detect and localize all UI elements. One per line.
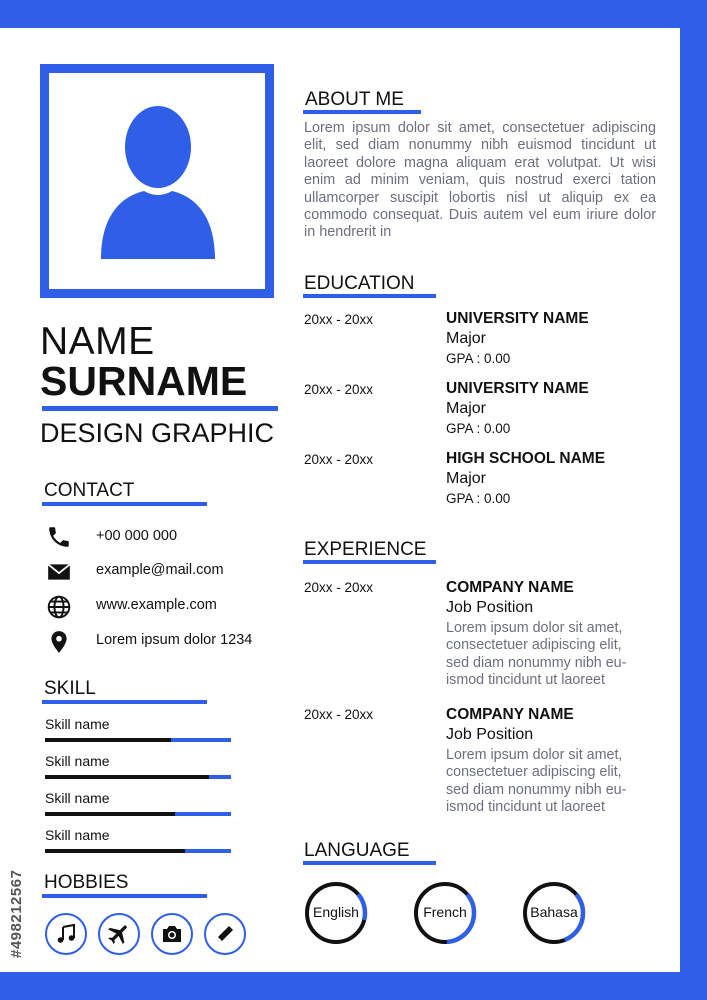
experience-company: COMPANY NAME (446, 706, 574, 723)
skill-heading: SKILL (44, 678, 96, 699)
mail-icon (46, 559, 72, 585)
education-major: Major (446, 400, 487, 417)
skill-level-fill (45, 849, 185, 853)
education-dates: 20xx - 20xx (304, 382, 374, 397)
contact-address: Lorem ipsum dolor 1234 (96, 632, 253, 648)
name-underline (42, 406, 278, 411)
education-school: UNIVERSITY NAME (446, 380, 589, 397)
education-school: UNIVERSITY NAME (446, 310, 589, 327)
education-gpa: GPA : 0.00 (446, 491, 511, 506)
experience-position: Job Position (446, 599, 534, 616)
skill-level-bar (45, 775, 231, 779)
language-name: English (313, 904, 359, 920)
education-dates: 20xx - 20xx (304, 312, 374, 327)
language-underline (303, 861, 436, 865)
skill-level-fill (45, 738, 171, 742)
experience-position: Job Position (446, 726, 534, 743)
about-underline (303, 110, 421, 114)
hobbies-heading: HOBBIES (44, 872, 129, 893)
pencil-icon (204, 913, 246, 955)
skill-level-bar (45, 738, 231, 742)
education-gpa: GPA : 0.00 (446, 421, 511, 436)
experience-description: Lorem ipsum dolor sit amet, consectetuer adipiscing elit, sed diam nonummy nibh eu- ismod tincidunt ut laoreet (446, 747, 627, 816)
education-heading: EDUCATION (304, 273, 415, 294)
skill-name: Skill name (45, 716, 110, 732)
last-name: SURNAME (40, 358, 248, 404)
education-gpa: GPA : 0.00 (446, 351, 511, 366)
side-stamp: #498212567 (8, 869, 25, 958)
language-name: French (423, 904, 467, 920)
about-text: Lorem ipsum dolor sit amet, consectetuer adipiscing elit, sed diam nonummy nibh euismod tincidunt ut laoreet dolore magna aliquam erat volutpat. Ut wisi enim ad minim veniam, quis nostrud exerci tation ullamcorper suscipit lobortis nisl ut aliquip ex ea commodo consequat. Duis autem vel eum iriure dolor in hendrerit in (304, 120, 656, 241)
airplane-icon (98, 913, 140, 955)
education-major: Major (446, 470, 487, 487)
globe-icon (46, 594, 72, 620)
job-title: DESIGN GRAPHIC (40, 418, 275, 448)
education-school: HIGH SCHOOL NAME (446, 450, 606, 467)
experience-underline (303, 560, 436, 564)
experience-dates: 20xx - 20xx (304, 580, 374, 595)
about-heading: ABOUT ME (305, 89, 404, 110)
profile-photo-frame (40, 64, 274, 298)
avatar-icon (49, 73, 265, 289)
camera-icon (151, 913, 193, 955)
contact-website: www.example.com (96, 597, 217, 613)
skill-name: Skill name (45, 827, 110, 843)
education-major: Major (446, 330, 487, 347)
skill-level-bar (45, 812, 231, 816)
contact-heading: CONTACT (44, 480, 135, 501)
education-underline (303, 294, 436, 298)
skill-name: Skill name (45, 790, 110, 806)
experience-heading: EXPERIENCE (304, 539, 427, 560)
experience-description: Lorem ipsum dolor sit amet, consectetuer adipiscing elit, sed diam nonummy nibh eu- ismod tincidunt ut laoreet (446, 620, 627, 689)
skill-underline (42, 700, 207, 704)
education-dates: 20xx - 20xx (304, 452, 374, 467)
skill-level-fill (45, 812, 175, 816)
skill-level-fill (45, 775, 209, 779)
hobbies-underline (42, 894, 207, 898)
language-heading: LANGUAGE (304, 840, 410, 861)
experience-dates: 20xx - 20xx (304, 707, 374, 722)
contact-phone: +00 000 000 (96, 528, 178, 544)
location-pin-icon (46, 629, 72, 655)
experience-company: COMPANY NAME (446, 579, 574, 596)
resume-page (0, 28, 680, 972)
language-name: Bahasa (530, 904, 578, 920)
contact-underline (42, 502, 207, 506)
first-name: NAME (40, 320, 155, 363)
phone-icon (46, 524, 72, 550)
music-note-icon (45, 913, 87, 955)
contact-email: example@mail.com (96, 562, 224, 578)
skill-name: Skill name (45, 753, 110, 769)
skill-level-bar (45, 849, 231, 853)
